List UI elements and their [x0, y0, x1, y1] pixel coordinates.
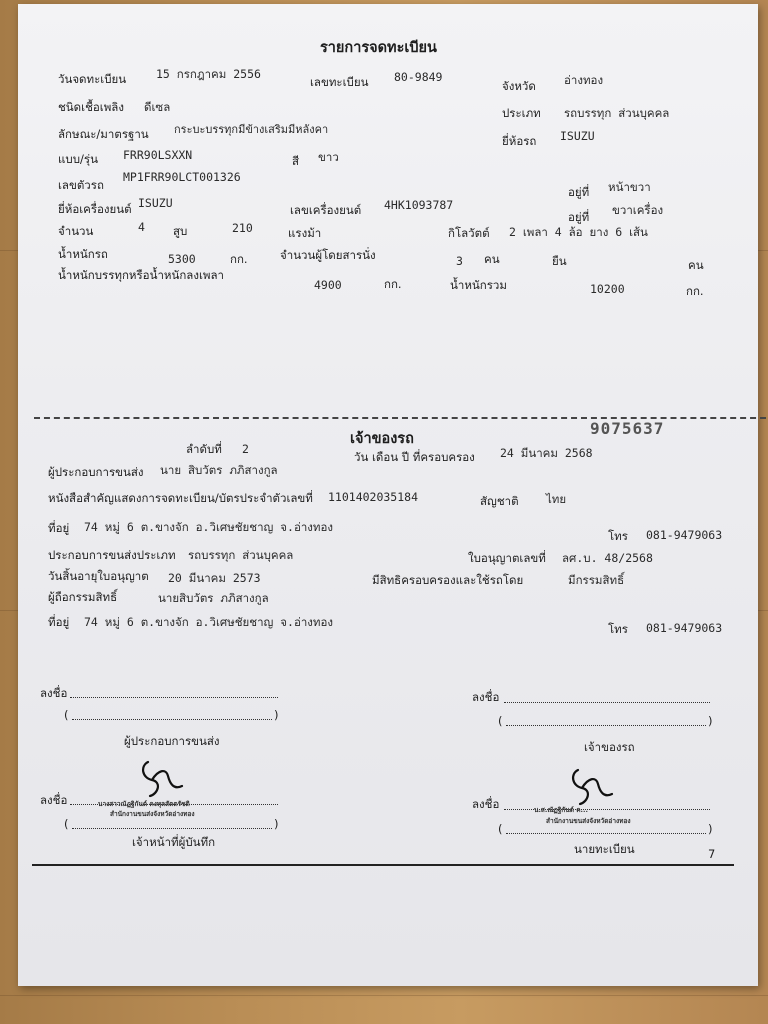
fuel: ดีเซล [144, 100, 171, 114]
operator-caption: ผู้ประกอบการขนส่ง [124, 734, 220, 748]
registration-date: 15 กรกฎาคม 2556 [156, 67, 261, 81]
brand: ISUZU [560, 129, 595, 143]
owner-paren-open: ( [498, 714, 503, 728]
registrar-caption: นายทะเบียน [574, 842, 635, 856]
rights: มีกรรมสิทธิ์ [568, 573, 625, 587]
registrar-paren-close: ) [708, 822, 713, 836]
operator-paren-close: ) [274, 708, 279, 722]
address2: 74 หมู่ 6 ต.ขางจัก อ.วิเศษชัยชาญ จ.อ่างทอง [84, 615, 334, 629]
sequence-label: ลำดับที่ [186, 442, 222, 456]
address: 74 หมู่ 6 ต.ขางจัก อ.วิเศษชัยชาญ จ.อ่างทอง [84, 520, 334, 534]
owner-title: เจ้าของรถ [350, 431, 414, 447]
phone-label: โทร [608, 529, 628, 543]
page-number: 7 [708, 847, 716, 861]
axle-info: 2 เพลา 4 ล้อ ยาง 6 เส้น [509, 225, 648, 239]
registrar-signature [566, 764, 622, 808]
owner-paren-close: ) [708, 714, 713, 728]
transport-type: รถบรรทุก ส่วนบุคคล [188, 548, 294, 562]
holder-name: นายสิบวัตร ภภิสางกูล [158, 591, 269, 605]
standing-label: ยืน [552, 254, 567, 268]
horsepower-label: แรงม้า [288, 226, 322, 240]
officer-name-line [72, 828, 272, 829]
engine-brand: ISUZU [138, 196, 173, 210]
holder-label: ผู้ถือกรรมสิทธิ์ [48, 590, 118, 604]
load-label: น้ำหนักบรรทุกหรือน้ำหนักลงเพลา [58, 268, 224, 282]
cylinder-count: 4 [138, 220, 145, 234]
plate-label: เลขทะเบียน [310, 75, 369, 89]
engine-location: ขวาเครื่อง [612, 203, 664, 217]
registrar-stamp-office: สำนักงานขนส่งจังหวัดอ่างทอง [546, 817, 631, 825]
document-serial: 9075637 [590, 419, 665, 438]
address2-label: ที่อยู่ [48, 615, 70, 629]
operator-name: นาย สิบวัตร ภภิสางกูล [160, 463, 278, 477]
color: ขาว [318, 150, 339, 164]
weight-label: น้ำหนักรถ [58, 247, 108, 261]
owner-name-line [506, 725, 706, 726]
province-label: จังหวัด [502, 79, 536, 93]
seats-unit: คน [484, 252, 500, 266]
sequence-number: 2 [242, 442, 249, 456]
officer-signature [136, 756, 192, 800]
vehicle-type: รถบรรทุก ส่วนบุคคล [564, 106, 670, 120]
fuel-label: ชนิดเชื้อเพลิง [58, 100, 124, 114]
vehicle-style: กระบะบรรทุกมีข้างเสริมมีหลังคา [174, 123, 329, 136]
possession-date: 24 มีนาคม 2568 [500, 446, 593, 460]
officer-sign-label: ลงชื่อ [40, 793, 68, 807]
engine-number-label: เลขเครื่องยนต์ [290, 203, 362, 217]
cylinder-label: สูบ [173, 224, 188, 238]
registrar-sign-label: ลงชื่อ [472, 797, 500, 811]
brand-label: ยี่ห้อรถ [502, 134, 537, 148]
officer-paren-open: ( [64, 817, 69, 831]
registration-date-label: วันจดทะเบียน [58, 72, 127, 86]
engine-cc: 210 [232, 221, 253, 235]
total-weight-unit: กก. [686, 284, 704, 298]
registrar-paren-open: ( [498, 822, 503, 836]
plate-number: 80-9849 [394, 70, 443, 84]
officer-caption: เจ้าหน้าที่ผู้บันทึก [132, 835, 216, 849]
nationality: ไทย [546, 492, 567, 506]
operator-paren-open: ( [64, 708, 69, 722]
load-unit: กก. [384, 277, 402, 291]
registration-document [18, 4, 758, 986]
phone: 081-9479063 [646, 528, 723, 542]
count-label: จำนวน [58, 224, 94, 238]
engine-brand-label: ยี่ห้อเครื่องยนต์ [58, 202, 132, 216]
expiry-label: วันสิ้นอายุใบอนุญาต [48, 569, 149, 583]
model: FRR90LSXXN [123, 148, 193, 162]
model-label: แบบ/รุ่น [58, 152, 98, 166]
total-weight-label: น้ำหนักรวม [450, 278, 507, 292]
kilowatt-label: กิโลวัตต์ [448, 226, 490, 240]
registrar-stamp-name: น.ส.ณัฏฐิกันต์ ค... [534, 806, 588, 814]
phone2: 081-9479063 [646, 621, 723, 635]
possession-date-label: วัน เดือน ปี ที่ครอบครอง [354, 450, 475, 464]
engine-number: 4HK1093787 [384, 198, 454, 212]
seats: 3 [456, 254, 463, 268]
seats-label: จำนวนผู้โดยสารนั่ง [280, 248, 376, 262]
bottom-rule [32, 864, 734, 866]
expiry-date: 20 มีนาคม 2573 [168, 571, 261, 585]
license-label: ใบอนุญาตเลขที่ [468, 551, 546, 565]
registration-title: รายการจดทะเบียน [320, 40, 437, 56]
nationality-label: สัญชาติ [480, 494, 519, 508]
load-weight: 4900 [314, 278, 342, 292]
phone2-label: โทร [608, 622, 628, 636]
operator-sign-label: ลงชื่อ [40, 686, 68, 700]
officer-stamp-name: นางสาวณัฏฐิกันต์ คงทุลสัตตรัชติ [98, 800, 190, 808]
province: อ่างทอง [564, 73, 604, 87]
chassis-number: MP1FRR90LCT001326 [123, 170, 241, 184]
color-label: สี [292, 154, 300, 168]
engine-location-label: อยู่ที่ [568, 210, 590, 224]
total-weight: 10200 [590, 282, 625, 296]
registrar-name-line [506, 833, 706, 834]
id-number: 1101402035184 [328, 490, 419, 504]
operator-label: ผู้ประกอบการขนส่ง [48, 465, 144, 479]
style-label: ลักษณะ/มาตรฐาน [58, 127, 149, 141]
vehicle-type-label: ประเภท [502, 106, 541, 120]
owner-caption: เจ้าของรถ [584, 740, 635, 754]
id-label: หนังสือสำคัญแสดงการจดทะเบียน/บัตรประจำตัวเลขที่ [48, 491, 313, 505]
chassis-location-label: อยู่ที่ [568, 185, 590, 199]
chassis-label: เลขตัวรถ [58, 178, 104, 192]
license-number: ลศ.บ. 48/2568 [562, 551, 653, 565]
standing-unit: คน [688, 258, 704, 272]
operator-sign-line [70, 697, 278, 698]
address-label: ที่อยู่ [48, 521, 70, 535]
rights-label: มีสิทธิครอบครองและใช้รถโดย [372, 573, 524, 587]
officer-stamp-office: สำนักงานขนส่งจังหวัดอ่างทอง [110, 810, 195, 818]
officer-paren-close: ) [274, 817, 279, 831]
owner-sign-line [504, 702, 710, 703]
operator-name-line [72, 719, 272, 720]
vehicle-weight: 5300 [168, 252, 196, 266]
transport-type-label: ประกอบการขนส่งประเภท [48, 548, 176, 562]
weight-unit: กก. [230, 252, 248, 266]
owner-sign-label: ลงชื่อ [472, 690, 500, 704]
chassis-location: หน้าขวา [608, 180, 651, 194]
